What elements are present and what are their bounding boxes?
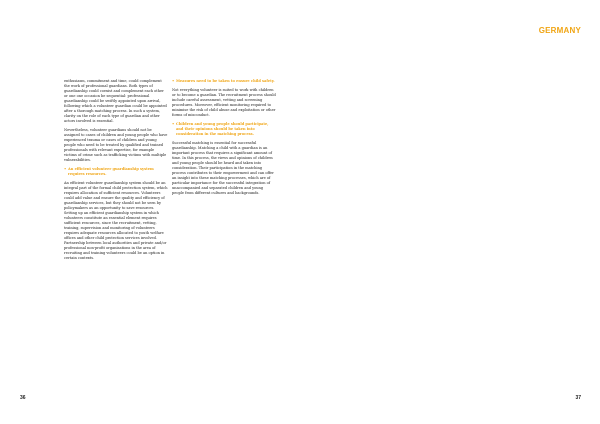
paragraph: Successful matching is essential for successful guardianship. Matching a child with a guardian is an important process that requires a significant amount of time. In this process, the views and opinions of children and young people should be heard and taken into consideration. Their participation in the matching process contributes to their empowerment and can offer an insight into these matching processes, which are of particular importance for the successful integration of unaccompanied and separated children and young people from different cultures and backgrounds. xyxy=(172,141,274,195)
paragraph: Nevertheless, volunteer guardians should not be assigned to cases of children and young people who have experienced trauma or cases of children and young people who need to be treated by qualified and trained professionals with relevant expertise, for example victims of crime such as trafficking victims with multiple vulnerabilities. xyxy=(64,128,168,162)
paragraph: An efficient volunteer guardianship system should be an integral part of the formal child protection system, which requires allocation of sufficient resources. Volunteers could add value and ensure the quality and efficiency of guardianship services, but they should not be seen by policymakers as an opportunity to save resources. Setting up an efficient guardianship system in which volunteers constitute an essential element requires sufficient resources, since the recruitment, vetting, training, supervision and monitoring of volunteers requires adequate resources allocated to youth welfare offices and other child protection services involved. Partnership between local authorities and private and/or professional non-profit organisations in the area of recruiting and training volunteers could be an option in certain contexts. xyxy=(64,181,168,260)
bullet-heading: • Measures need to be taken to ensure child safety. xyxy=(172,79,276,84)
bullet-heading: • Children and young people should participate, and their opinions should be taken into consideration in the matching process. xyxy=(172,122,276,137)
country-header: GERMANY xyxy=(538,26,581,35)
paragraph: Not everything volunteer is suited to work with children or to become a guardian. The recruitment process should include careful assessment, vetting and screening procedures. Moreover, efficient monitoring required to minimise the risk of child abuse and exploitation or other forms of misconduct. xyxy=(172,88,276,117)
page-number-right: 37 xyxy=(575,395,581,401)
right-text-column xyxy=(172,79,276,196)
paragraph: enthusiasm, commitment and time, could complement the work of professional guardians. Both types of guardianship could coexist and complement each other or one one occasion be sequential: professional guardianship could be swiftly appointed upon arrival, following which a volunteer guardian could be appointed after a thorough matching process. In such a system, clarity on the role of each type of guardian and other actors involved is essential. xyxy=(64,79,167,123)
page-number-left: 36 xyxy=(20,395,26,401)
bullet-heading: • An efficient volunteer guardianship system requires resources. xyxy=(64,167,168,177)
left-text-column xyxy=(64,79,168,261)
